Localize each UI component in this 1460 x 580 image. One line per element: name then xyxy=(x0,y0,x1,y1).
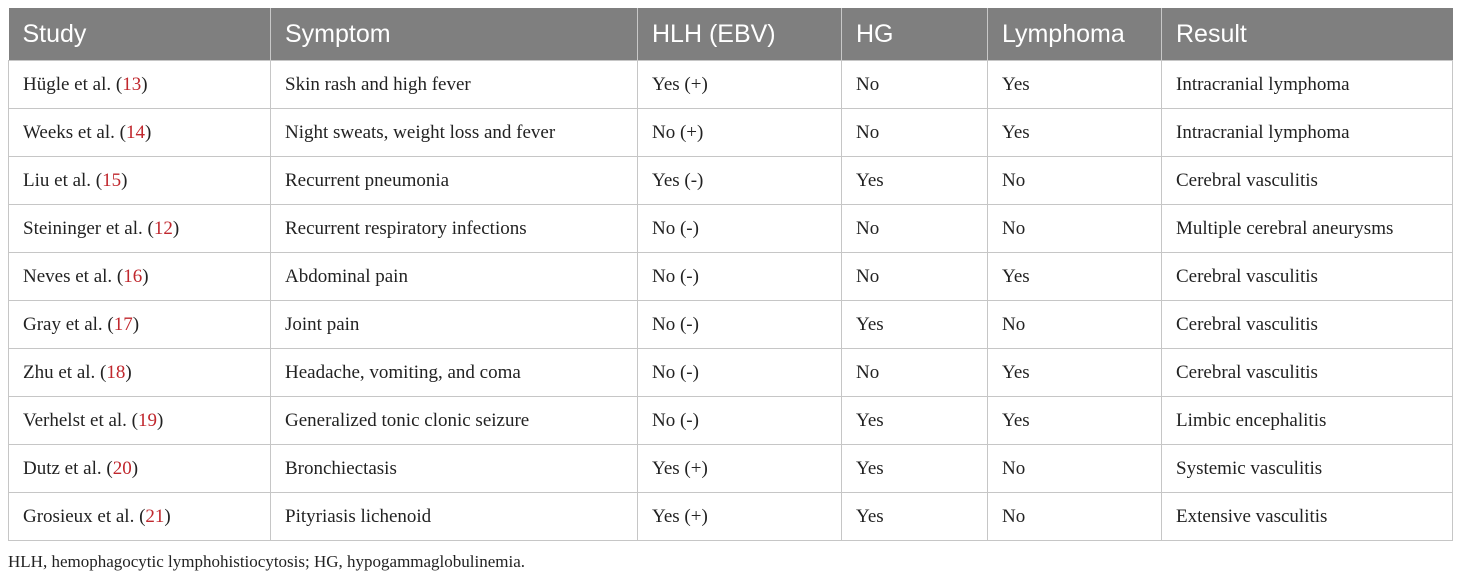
cell-hg: No xyxy=(842,349,988,397)
cell-hlh-ebv: Yes (+) xyxy=(638,493,842,541)
cell-study: Gray et al. (17) xyxy=(9,301,271,349)
cell-hlh-ebv: No (-) xyxy=(638,397,842,445)
table-row xyxy=(9,349,1453,397)
table-row xyxy=(9,493,1453,541)
table-header-row xyxy=(9,8,1453,61)
table-row xyxy=(9,445,1453,493)
cell-study: Verhelst et al. (19) xyxy=(9,397,271,445)
reference-link[interactable]: 12 xyxy=(153,217,173,239)
cell-study: Hügle et al. (13) xyxy=(9,61,271,109)
cell-symptom: Headache, vomiting, and coma xyxy=(271,349,638,397)
cell-symptom: Skin rash and high fever xyxy=(271,61,638,109)
cell-symptom: Abdominal pain xyxy=(271,253,638,301)
cell-hlh-ebv: No (-) xyxy=(638,205,842,253)
cell-result: Extensive vasculitis xyxy=(1162,493,1453,541)
cell-symptom: Bronchiectasis xyxy=(271,445,638,493)
cell-lymphoma: Yes xyxy=(988,349,1162,397)
cell-hlh-ebv: Yes (+) xyxy=(638,61,842,109)
cell-hg: No xyxy=(842,109,988,157)
cell-result: Cerebral vasculitis xyxy=(1162,157,1453,205)
cell-symptom: Generalized tonic clonic seizure xyxy=(271,397,638,445)
cell-result: Limbic encephalitis xyxy=(1162,397,1453,445)
cell-hlh-ebv: No (-) xyxy=(638,253,842,301)
cell-study: Steininger et al. (12) xyxy=(9,205,271,253)
table-row xyxy=(9,301,1453,349)
reference-link[interactable]: 16 xyxy=(123,265,143,287)
cell-study: Dutz et al. (20) xyxy=(9,445,271,493)
cell-hg: Yes xyxy=(842,301,988,349)
table-row xyxy=(9,397,1453,445)
cell-study: Grosieux et al. (21) xyxy=(9,493,271,541)
cell-hg: Yes xyxy=(842,493,988,541)
cell-symptom: Recurrent respiratory infections xyxy=(271,205,638,253)
reference-link[interactable]: 18 xyxy=(106,361,126,383)
cell-hg: Yes xyxy=(842,397,988,445)
cell-hg: No xyxy=(842,61,988,109)
cell-result: Cerebral vasculitis xyxy=(1162,349,1453,397)
table-footnote: HLH, hemophagocytic lymphohistiocytosis; HG, hypogammaglobulinemia. xyxy=(8,552,526,571)
cell-result: Cerebral vasculitis xyxy=(1162,301,1453,349)
studies-table xyxy=(8,8,1453,541)
cell-lymphoma: No xyxy=(988,205,1162,253)
cell-symptom: Recurrent pneumonia xyxy=(271,157,638,205)
reference-link[interactable]: 19 xyxy=(138,409,158,431)
cell-study: Neves et al. (16) xyxy=(9,253,271,301)
cell-lymphoma: Yes xyxy=(988,109,1162,157)
header-hg: HG xyxy=(842,8,988,61)
cell-result: Intracranial lymphoma xyxy=(1162,61,1453,109)
reference-link[interactable]: 17 xyxy=(113,313,133,335)
table-row xyxy=(9,205,1453,253)
cell-hg: Yes xyxy=(842,157,988,205)
cell-result: Multiple cerebral aneurysms xyxy=(1162,205,1453,253)
cell-lymphoma: No xyxy=(988,157,1162,205)
cell-hlh-ebv: No (-) xyxy=(638,301,842,349)
table-row xyxy=(9,253,1453,301)
table-row xyxy=(9,61,1453,109)
table-row xyxy=(9,157,1453,205)
cell-study: Liu et al. (15) xyxy=(9,157,271,205)
cell-study: Weeks et al. (14) xyxy=(9,109,271,157)
cell-hlh-ebv: Yes (-) xyxy=(638,157,842,205)
cell-hg: No xyxy=(842,205,988,253)
cell-symptom: Joint pain xyxy=(271,301,638,349)
header-lymphoma: Lymphoma xyxy=(988,8,1162,61)
cell-lymphoma: Yes xyxy=(988,61,1162,109)
cell-symptom: Night sweats, weight loss and fever xyxy=(271,109,638,157)
cell-study: Zhu et al. (18) xyxy=(9,349,271,397)
cell-result: Intracranial lymphoma xyxy=(1162,109,1453,157)
cell-result: Cerebral vasculitis xyxy=(1162,253,1453,301)
cell-hg: No xyxy=(842,253,988,301)
cell-hg: Yes xyxy=(842,445,988,493)
cell-hlh-ebv: Yes (+) xyxy=(638,445,842,493)
studies-table-container xyxy=(8,8,1452,541)
reference-link[interactable]: 13 xyxy=(122,73,142,95)
reference-link[interactable]: 21 xyxy=(145,505,165,527)
cell-result: Systemic vasculitis xyxy=(1162,445,1453,493)
cell-lymphoma: Yes xyxy=(988,397,1162,445)
cell-lymphoma: No xyxy=(988,445,1162,493)
table-row xyxy=(9,109,1453,157)
reference-link[interactable]: 14 xyxy=(125,121,145,143)
reference-link[interactable]: 20 xyxy=(112,457,132,479)
cell-symptom: Pityriasis lichenoid xyxy=(271,493,638,541)
header-symptom: Symptom xyxy=(271,8,638,61)
header-hlh-ebv: HLH (EBV) xyxy=(638,8,842,61)
reference-link[interactable]: 15 xyxy=(102,169,122,191)
cell-lymphoma: No xyxy=(988,493,1162,541)
header-study: Study xyxy=(9,8,271,61)
cell-lymphoma: No xyxy=(988,301,1162,349)
header-result: Result xyxy=(1162,8,1453,61)
cell-hlh-ebv: No (+) xyxy=(638,109,842,157)
cell-hlh-ebv: No (-) xyxy=(638,349,842,397)
cell-lymphoma: Yes xyxy=(988,253,1162,301)
